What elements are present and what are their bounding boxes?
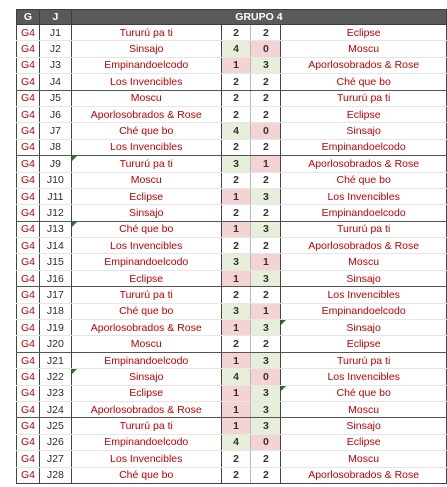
- matchday-cell[interactable]: J7: [39, 123, 71, 139]
- away-team-cell[interactable]: Moscu: [281, 401, 447, 417]
- group-cell[interactable]: G4: [17, 451, 40, 467]
- home-score-cell[interactable]: 3: [221, 254, 251, 270]
- away-team-cell[interactable]: Eclipse: [281, 434, 447, 450]
- group-cell[interactable]: G4: [17, 418, 40, 434]
- group-cell[interactable]: G4: [17, 336, 40, 352]
- home-score-cell[interactable]: 1: [221, 188, 251, 204]
- match-row: [17, 270, 447, 286]
- away-team-cell[interactable]: Ché que bo: [281, 74, 447, 90]
- away-score-cell[interactable]: 3: [251, 270, 281, 286]
- away-score-cell[interactable]: 3: [251, 57, 281, 73]
- away-team-cell[interactable]: Ché que bo: [281, 172, 447, 188]
- home-team-cell[interactable]: Tururú pa ti: [71, 287, 221, 303]
- away-score-cell[interactable]: 0: [251, 434, 281, 450]
- home-team-cell[interactable]: Los Invencibles: [71, 451, 221, 467]
- group-cell[interactable]: G4: [17, 254, 40, 270]
- matchday-cell[interactable]: J15: [39, 254, 71, 270]
- match-row: [17, 205, 447, 221]
- home-team-cell[interactable]: Eclipse: [71, 385, 221, 401]
- match-row: [17, 451, 447, 467]
- match-row: [17, 139, 447, 155]
- match-row: [17, 57, 447, 73]
- group-cell[interactable]: G4: [17, 467, 40, 483]
- away-score-cell[interactable]: 3: [251, 221, 281, 237]
- matchday-cell[interactable]: J16: [39, 270, 71, 286]
- home-score-cell[interactable]: 1: [221, 320, 251, 336]
- match-row: [17, 385, 447, 401]
- home-team-cell[interactable]: Aporlosobrados & Rose: [71, 106, 221, 122]
- home-team-cell[interactable]: Sinsajo: [71, 41, 221, 57]
- match-row: [17, 254, 447, 270]
- group-cell[interactable]: G4: [17, 287, 40, 303]
- matchday-cell[interactable]: J19: [39, 320, 71, 336]
- home-team-cell[interactable]: Aporlosobrados & Rose: [71, 320, 221, 336]
- away-score-cell[interactable]: 2: [251, 106, 281, 122]
- match-row: [17, 320, 447, 336]
- home-score-cell[interactable]: 1: [221, 57, 251, 73]
- away-team-cell[interactable]: Empinandoelcodo: [281, 303, 447, 319]
- home-score-cell[interactable]: 2: [221, 467, 251, 483]
- matchday-cell[interactable]: J26: [39, 434, 71, 450]
- away-score-cell[interactable]: 2: [251, 172, 281, 188]
- away-score-cell[interactable]: 2: [251, 287, 281, 303]
- away-score-cell[interactable]: 1: [251, 303, 281, 319]
- away-score-cell[interactable]: 3: [251, 188, 281, 204]
- home-score-cell[interactable]: 1: [221, 352, 251, 368]
- away-team-cell[interactable]: Tururú pa ti: [281, 221, 447, 237]
- home-score-cell[interactable]: 2: [221, 106, 251, 122]
- home-team-cell[interactable]: Ché que bo: [71, 123, 221, 139]
- away-team-cell[interactable]: Sinsajo: [281, 270, 447, 286]
- home-team-cell[interactable]: Empinandoelcodo: [71, 434, 221, 450]
- away-team-cell[interactable]: Los Invencibles: [281, 287, 447, 303]
- home-team-cell[interactable]: Moscu: [71, 172, 221, 188]
- group-cell[interactable]: G4: [17, 188, 40, 204]
- matchday-cell[interactable]: J25: [39, 418, 71, 434]
- away-team-cell[interactable]: Tururú pa ti: [281, 352, 447, 368]
- home-team-cell[interactable]: Moscu: [71, 336, 221, 352]
- matchday-cell[interactable]: J17: [39, 287, 71, 303]
- away-score-cell[interactable]: 1: [251, 156, 281, 172]
- home-score-cell[interactable]: 2: [221, 172, 251, 188]
- away-team-cell[interactable]: Sinsajo: [281, 418, 447, 434]
- matchday-cell[interactable]: J8: [39, 139, 71, 155]
- home-score-cell[interactable]: 1: [221, 418, 251, 434]
- match-row: [17, 401, 447, 417]
- away-score-cell[interactable]: 2: [251, 467, 281, 483]
- away-team-cell[interactable]: Los Invencibles: [281, 188, 447, 204]
- group-cell[interactable]: G4: [17, 57, 40, 73]
- home-score-cell[interactable]: 2: [221, 205, 251, 221]
- home-score-cell[interactable]: 4: [221, 41, 251, 57]
- match-row: [17, 90, 447, 106]
- home-team-cell[interactable]: Moscu: [71, 90, 221, 106]
- match-row: [17, 41, 447, 57]
- match-row: [17, 418, 447, 434]
- away-team-cell[interactable]: Moscu: [281, 451, 447, 467]
- away-score-cell[interactable]: 1: [251, 254, 281, 270]
- match-row: [17, 287, 447, 303]
- away-score-cell[interactable]: 3: [251, 320, 281, 336]
- home-team-cell[interactable]: Aporlosobrados & Rose: [71, 401, 221, 417]
- away-score-cell[interactable]: 0: [251, 41, 281, 57]
- home-score-cell[interactable]: 2: [221, 25, 251, 41]
- match-row: [17, 172, 447, 188]
- column-header-g[interactable]: G: [17, 10, 40, 25]
- home-score-cell[interactable]: 4: [221, 123, 251, 139]
- away-team-cell[interactable]: Ché que bo: [281, 385, 447, 401]
- group-cell[interactable]: G4: [17, 401, 40, 417]
- away-team-cell[interactable]: Empinandoelcodo: [281, 139, 447, 155]
- group-cell[interactable]: G4: [17, 123, 40, 139]
- match-row: [17, 188, 447, 204]
- group-cell[interactable]: G4: [17, 352, 40, 368]
- home-team-cell[interactable]: Ché que bo: [71, 303, 221, 319]
- home-team-cell[interactable]: Ché que bo: [71, 467, 221, 483]
- match-row: [17, 221, 447, 237]
- group-cell[interactable]: G4: [17, 172, 40, 188]
- match-row: [17, 352, 447, 368]
- group-cell[interactable]: G4: [17, 139, 40, 155]
- matchday-cell[interactable]: J14: [39, 238, 71, 254]
- home-score-cell[interactable]: 4: [221, 369, 251, 385]
- home-score-cell[interactable]: 1: [221, 385, 251, 401]
- match-row: [17, 106, 447, 122]
- group-cell[interactable]: G4: [17, 369, 40, 385]
- away-score-cell[interactable]: 3: [251, 385, 281, 401]
- home-score-cell[interactable]: 2: [221, 287, 251, 303]
- home-team-cell[interactable]: Eclipse: [71, 270, 221, 286]
- away-score-cell[interactable]: 2: [251, 25, 281, 41]
- away-score-cell[interactable]: 0: [251, 369, 281, 385]
- match-row: [17, 123, 447, 139]
- group-cell[interactable]: G4: [17, 25, 40, 41]
- away-team-cell[interactable]: Tururú pa ti: [281, 90, 447, 106]
- matchday-cell[interactable]: J12: [39, 205, 71, 221]
- matchday-cell[interactable]: J28: [39, 467, 71, 483]
- column-header-j[interactable]: J: [39, 10, 71, 25]
- group-cell[interactable]: G4: [17, 106, 40, 122]
- matchday-cell[interactable]: J22: [39, 369, 71, 385]
- match-row: [17, 25, 447, 41]
- group-cell[interactable]: G4: [17, 434, 40, 450]
- home-score-cell[interactable]: 1: [221, 401, 251, 417]
- home-team-cell[interactable]: Tururú pa ti: [71, 156, 221, 172]
- away-team-cell[interactable]: Eclipse: [281, 336, 447, 352]
- home-team-cell[interactable]: Eclipse: [71, 188, 221, 204]
- home-team-cell[interactable]: Tururú pa ti: [71, 418, 221, 434]
- home-score-cell[interactable]: 1: [221, 221, 251, 237]
- matchday-cell[interactable]: J1: [39, 25, 71, 41]
- away-score-cell[interactable]: 3: [251, 401, 281, 417]
- home-team-cell[interactable]: Los Invencibles: [71, 74, 221, 90]
- group-cell[interactable]: G4: [17, 156, 40, 172]
- home-score-cell[interactable]: 2: [221, 336, 251, 352]
- away-team-cell[interactable]: Aporlosobrados & Rose: [281, 57, 447, 73]
- matchday-cell[interactable]: J9: [39, 156, 71, 172]
- home-team-cell[interactable]: Empinandoelcodo: [71, 57, 221, 73]
- away-team-cell[interactable]: Eclipse: [281, 106, 447, 122]
- matchday-cell[interactable]: J27: [39, 451, 71, 467]
- away-team-cell[interactable]: Sinsajo: [281, 123, 447, 139]
- group-cell[interactable]: G4: [17, 303, 40, 319]
- match-row: [17, 74, 447, 90]
- matchday-cell[interactable]: J4: [39, 74, 71, 90]
- matchday-cell[interactable]: J18: [39, 303, 71, 319]
- home-score-cell[interactable]: 4: [221, 434, 251, 450]
- home-team-cell[interactable]: Los Invencibles: [71, 238, 221, 254]
- home-team-cell[interactable]: Sinsajo: [71, 205, 221, 221]
- home-score-cell[interactable]: 3: [221, 156, 251, 172]
- home-score-cell[interactable]: 2: [221, 451, 251, 467]
- away-team-cell[interactable]: Los Invencibles: [281, 369, 447, 385]
- group-cell[interactable]: G4: [17, 385, 40, 401]
- matchday-cell[interactable]: J13: [39, 221, 71, 237]
- away-score-cell[interactable]: 3: [251, 352, 281, 368]
- home-score-cell[interactable]: 3: [221, 303, 251, 319]
- home-team-cell[interactable]: Ché que bo: [71, 221, 221, 237]
- away-score-cell[interactable]: 2: [251, 451, 281, 467]
- header-row: [17, 10, 447, 25]
- away-team-cell[interactable]: Aporlosobrados & Rose: [281, 156, 447, 172]
- matchday-cell[interactable]: J21: [39, 352, 71, 368]
- home-team-cell[interactable]: Tururú pa ti: [71, 25, 221, 41]
- away-team-cell[interactable]: Empinandoelcodo: [281, 205, 447, 221]
- home-team-cell[interactable]: Los Invencibles: [71, 139, 221, 155]
- match-row: [17, 156, 447, 172]
- group-cell[interactable]: G4: [17, 90, 40, 106]
- away-score-cell[interactable]: 2: [251, 90, 281, 106]
- matchday-cell[interactable]: J10: [39, 172, 71, 188]
- match-row: [17, 336, 447, 352]
- home-team-cell[interactable]: Empinandoelcodo: [71, 352, 221, 368]
- matchday-cell[interactable]: J23: [39, 385, 71, 401]
- away-team-cell[interactable]: Aporlosobrados & Rose: [281, 467, 447, 483]
- away-score-cell[interactable]: 3: [251, 418, 281, 434]
- away-score-cell[interactable]: 2: [251, 205, 281, 221]
- group-cell[interactable]: G4: [17, 238, 40, 254]
- match-row: [17, 303, 447, 319]
- match-row: [17, 467, 447, 483]
- away-team-cell[interactable]: Moscu: [281, 254, 447, 270]
- away-team-cell[interactable]: Aporlosobrados & Rose: [281, 238, 447, 254]
- home-score-cell[interactable]: 2: [221, 139, 251, 155]
- home-score-cell[interactable]: 2: [221, 74, 251, 90]
- away-score-cell[interactable]: 2: [251, 74, 281, 90]
- away-score-cell[interactable]: 0: [251, 123, 281, 139]
- home-score-cell[interactable]: 2: [221, 90, 251, 106]
- group-cell[interactable]: G4: [17, 320, 40, 336]
- group-cell[interactable]: G4: [17, 41, 40, 57]
- group-4-results-table: [16, 9, 447, 484]
- matchday-cell[interactable]: J11: [39, 188, 71, 204]
- away-team-cell[interactable]: Sinsajo: [281, 320, 447, 336]
- away-score-cell[interactable]: 2: [251, 336, 281, 352]
- matchday-cell[interactable]: J3: [39, 57, 71, 73]
- away-score-cell[interactable]: 2: [251, 238, 281, 254]
- group-cell[interactable]: G4: [17, 221, 40, 237]
- group-title[interactable]: GRUPO 4: [71, 10, 446, 25]
- group-cell[interactable]: G4: [17, 74, 40, 90]
- match-row: [17, 238, 447, 254]
- home-score-cell[interactable]: 1: [221, 270, 251, 286]
- match-row: [17, 369, 447, 385]
- matchday-cell[interactable]: J6: [39, 106, 71, 122]
- home-score-cell[interactable]: 2: [221, 238, 251, 254]
- group-cell[interactable]: G4: [17, 205, 40, 221]
- group-cell[interactable]: G4: [17, 270, 40, 286]
- home-team-cell[interactable]: Sinsajo: [71, 369, 221, 385]
- away-team-cell[interactable]: Eclipse: [281, 25, 447, 41]
- matchday-cell[interactable]: J2: [39, 41, 71, 57]
- matchday-cell[interactable]: J5: [39, 90, 71, 106]
- away-team-cell[interactable]: Moscu: [281, 41, 447, 57]
- home-team-cell[interactable]: Empinandoelcodo: [71, 254, 221, 270]
- away-score-cell[interactable]: 2: [251, 139, 281, 155]
- match-row: [17, 434, 447, 450]
- matchday-cell[interactable]: J20: [39, 336, 71, 352]
- matchday-cell[interactable]: J24: [39, 401, 71, 417]
